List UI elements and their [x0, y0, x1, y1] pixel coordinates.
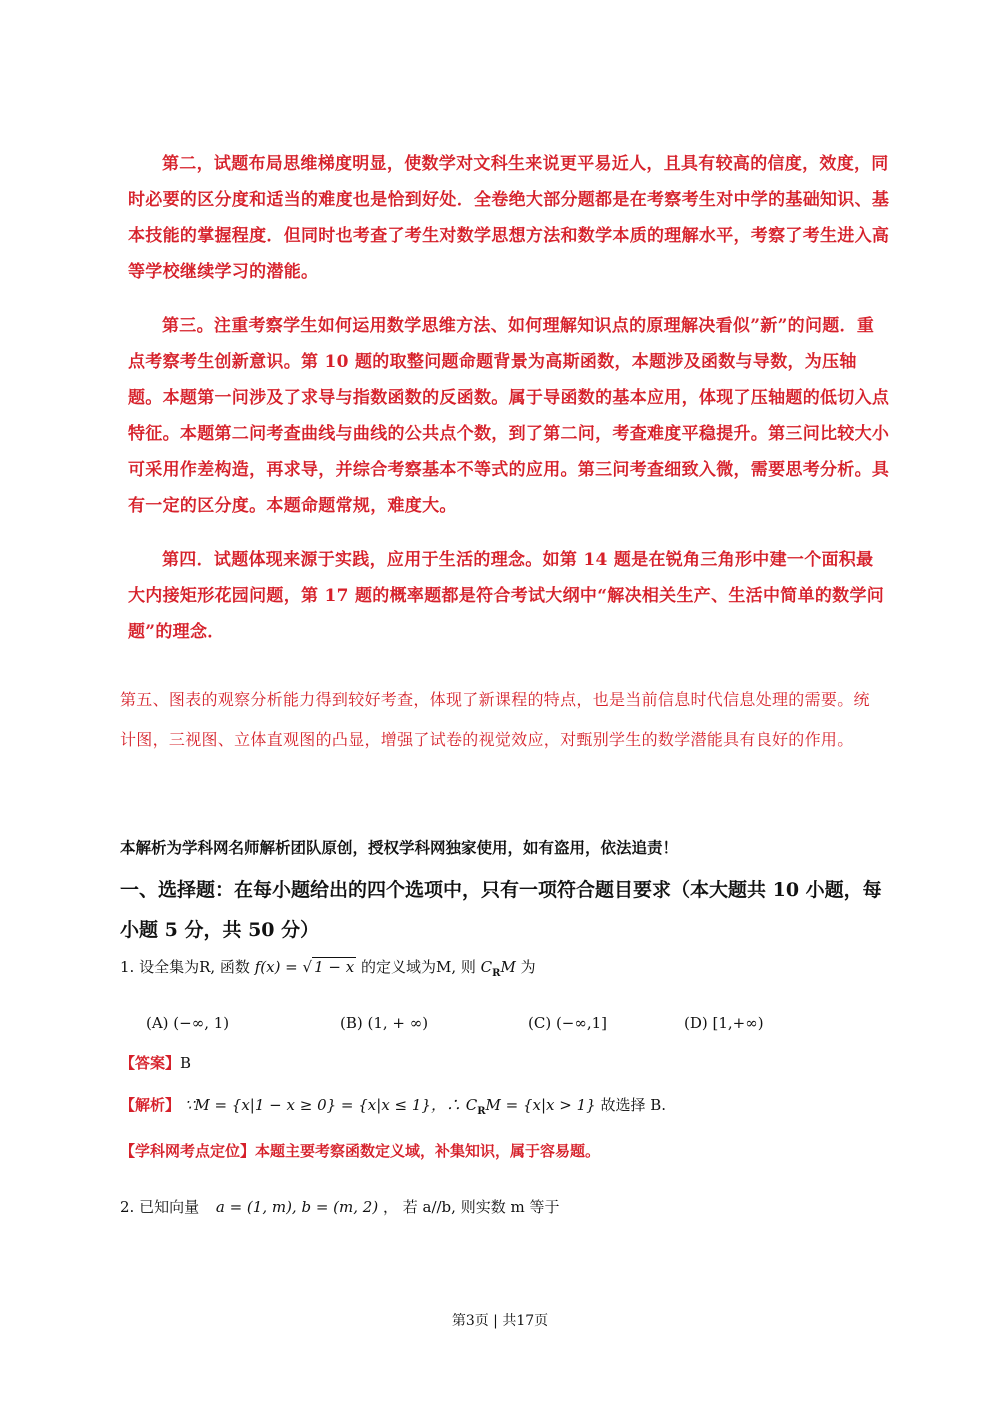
- paragraph-fourth: 第四．试题体现来源于实践，应用于生活的理念。如第 14 题是在锐角三角形中建一个面积最大内接矩形花园问题，第 17 题的概率题都是符合考试大纲中“解决相关生产、生活中简单的数学问题”的理念．: [128, 550, 885, 642]
- answer-value: B: [180, 1054, 192, 1072]
- q1-complement-c: C: [480, 958, 493, 976]
- paragraph-third: 第三。注重考察学生如何运用数学思维方法、如何理解知识点的原理解决看似”新”的问题．重点考察考生创新意识。第 10 题的取整问题命题背景为高斯函数，本题涉及函数与导数，为压轴题。本题第一问涉及了求导与指数函数的反函数。属于导函数的基本应用，体现了压轴题的低切入点特征。本题第二问考查曲线与曲线的公共点个数，到了第二问，考查难度平稳提升。第三问比较大小可采用作差构造，再求导，并综合考察基本不等式的应用。第三问考查细致入微，需要思考分析。具有一定的区分度。本题命题常规，难度大。: [128, 316, 890, 516]
- q2-stem-a: 2. 已知向量: [120, 1198, 200, 1216]
- copyright-notice: 本解析为学科网名师解析团队原创，授权学科网独家使用，如有盗用，依法追责！: [120, 838, 679, 857]
- q1-stem-c: 为: [520, 958, 536, 976]
- analysis-end: 故选择 B.: [600, 1096, 667, 1114]
- q1-function: f(x) = √ 1 − x: [254, 958, 355, 976]
- q1-complement: [480, 958, 516, 979]
- page-footer: 第3页 | 共17页: [451, 1313, 549, 1329]
- analysis-tag: 【解析】: [120, 1096, 181, 1114]
- analysis-math-a: ∵M = {x|1 − x ≥ 0} = {x|x ≤ 1}，∴ C: [184, 1096, 478, 1114]
- q1-fx: f(x) =: [254, 958, 303, 976]
- q1-option-d: (D) [1,+∞): [684, 1014, 764, 1032]
- question-1-stem: [120, 956, 536, 979]
- q1-complement-r: R: [492, 968, 501, 979]
- q1-stem-a: 1. 设全集为R, 函数: [120, 958, 250, 976]
- q1-analysis: [120, 1094, 666, 1117]
- q1-knowledge-point: [120, 1140, 600, 1161]
- question-2-stem: [120, 1196, 559, 1217]
- paragraph-fifth: 第五、图表的观察分析能力得到较好考查，体现了新课程的特点，也是当前信息时代信息处理的需要。统计图，三视图、立体直观图的凸显，增强了试卷的视觉效应，对甄别学生的数学潜能具有良好的作用。: [120, 690, 870, 749]
- knowledge-point-text: 本题主要考察函数定义域，补集知识，属于容易题。: [255, 1142, 601, 1160]
- analysis-math: [184, 1096, 596, 1117]
- q2-stem-b: ， 若 a//b, 则实数 m 等于: [382, 1198, 560, 1216]
- q1-option-c: (C) (−∞,1]: [528, 1014, 608, 1032]
- knowledge-point-tag: 【学科网考点定位】: [120, 1142, 256, 1160]
- answer-tag: 【答案】: [120, 1054, 181, 1072]
- q1-complement-m: M: [500, 958, 516, 976]
- q1-option-a: (A) (−∞, 1): [146, 1014, 230, 1032]
- q1-stem-b: 的定义域为M, 则: [360, 958, 476, 976]
- paragraph-second: 第二，试题布局思维梯度明显，使数学对文科生来说更平易近人，且具有较高的信度，效度，同时必要的区分度和适当的难度也是恰到好处．全卷绝大部分题都是在考察考生对中学的基础知识、基本技能的掌握程度．但同时也考查了考生对数学思想方法和数学本质的理解水平，考察了考生进入高等学校继续学习的潜能。: [128, 154, 890, 282]
- q1-option-b: (B) (1, + ∞): [340, 1014, 429, 1032]
- analysis-math-b: M = {x|x > 1}: [485, 1096, 596, 1114]
- analysis-sub: R: [477, 1106, 486, 1117]
- q1-radicand: 1 − x: [314, 958, 355, 976]
- section-heading: 一、选择题：在每小题给出的四个选项中，只有一项符合题目要求（本大题共 10 小题，每小题 5 分，共 50 分）: [120, 879, 882, 941]
- q2-vectors: a = (1, m), b = (m, 2): [215, 1198, 379, 1216]
- q1-answer: [120, 1052, 191, 1073]
